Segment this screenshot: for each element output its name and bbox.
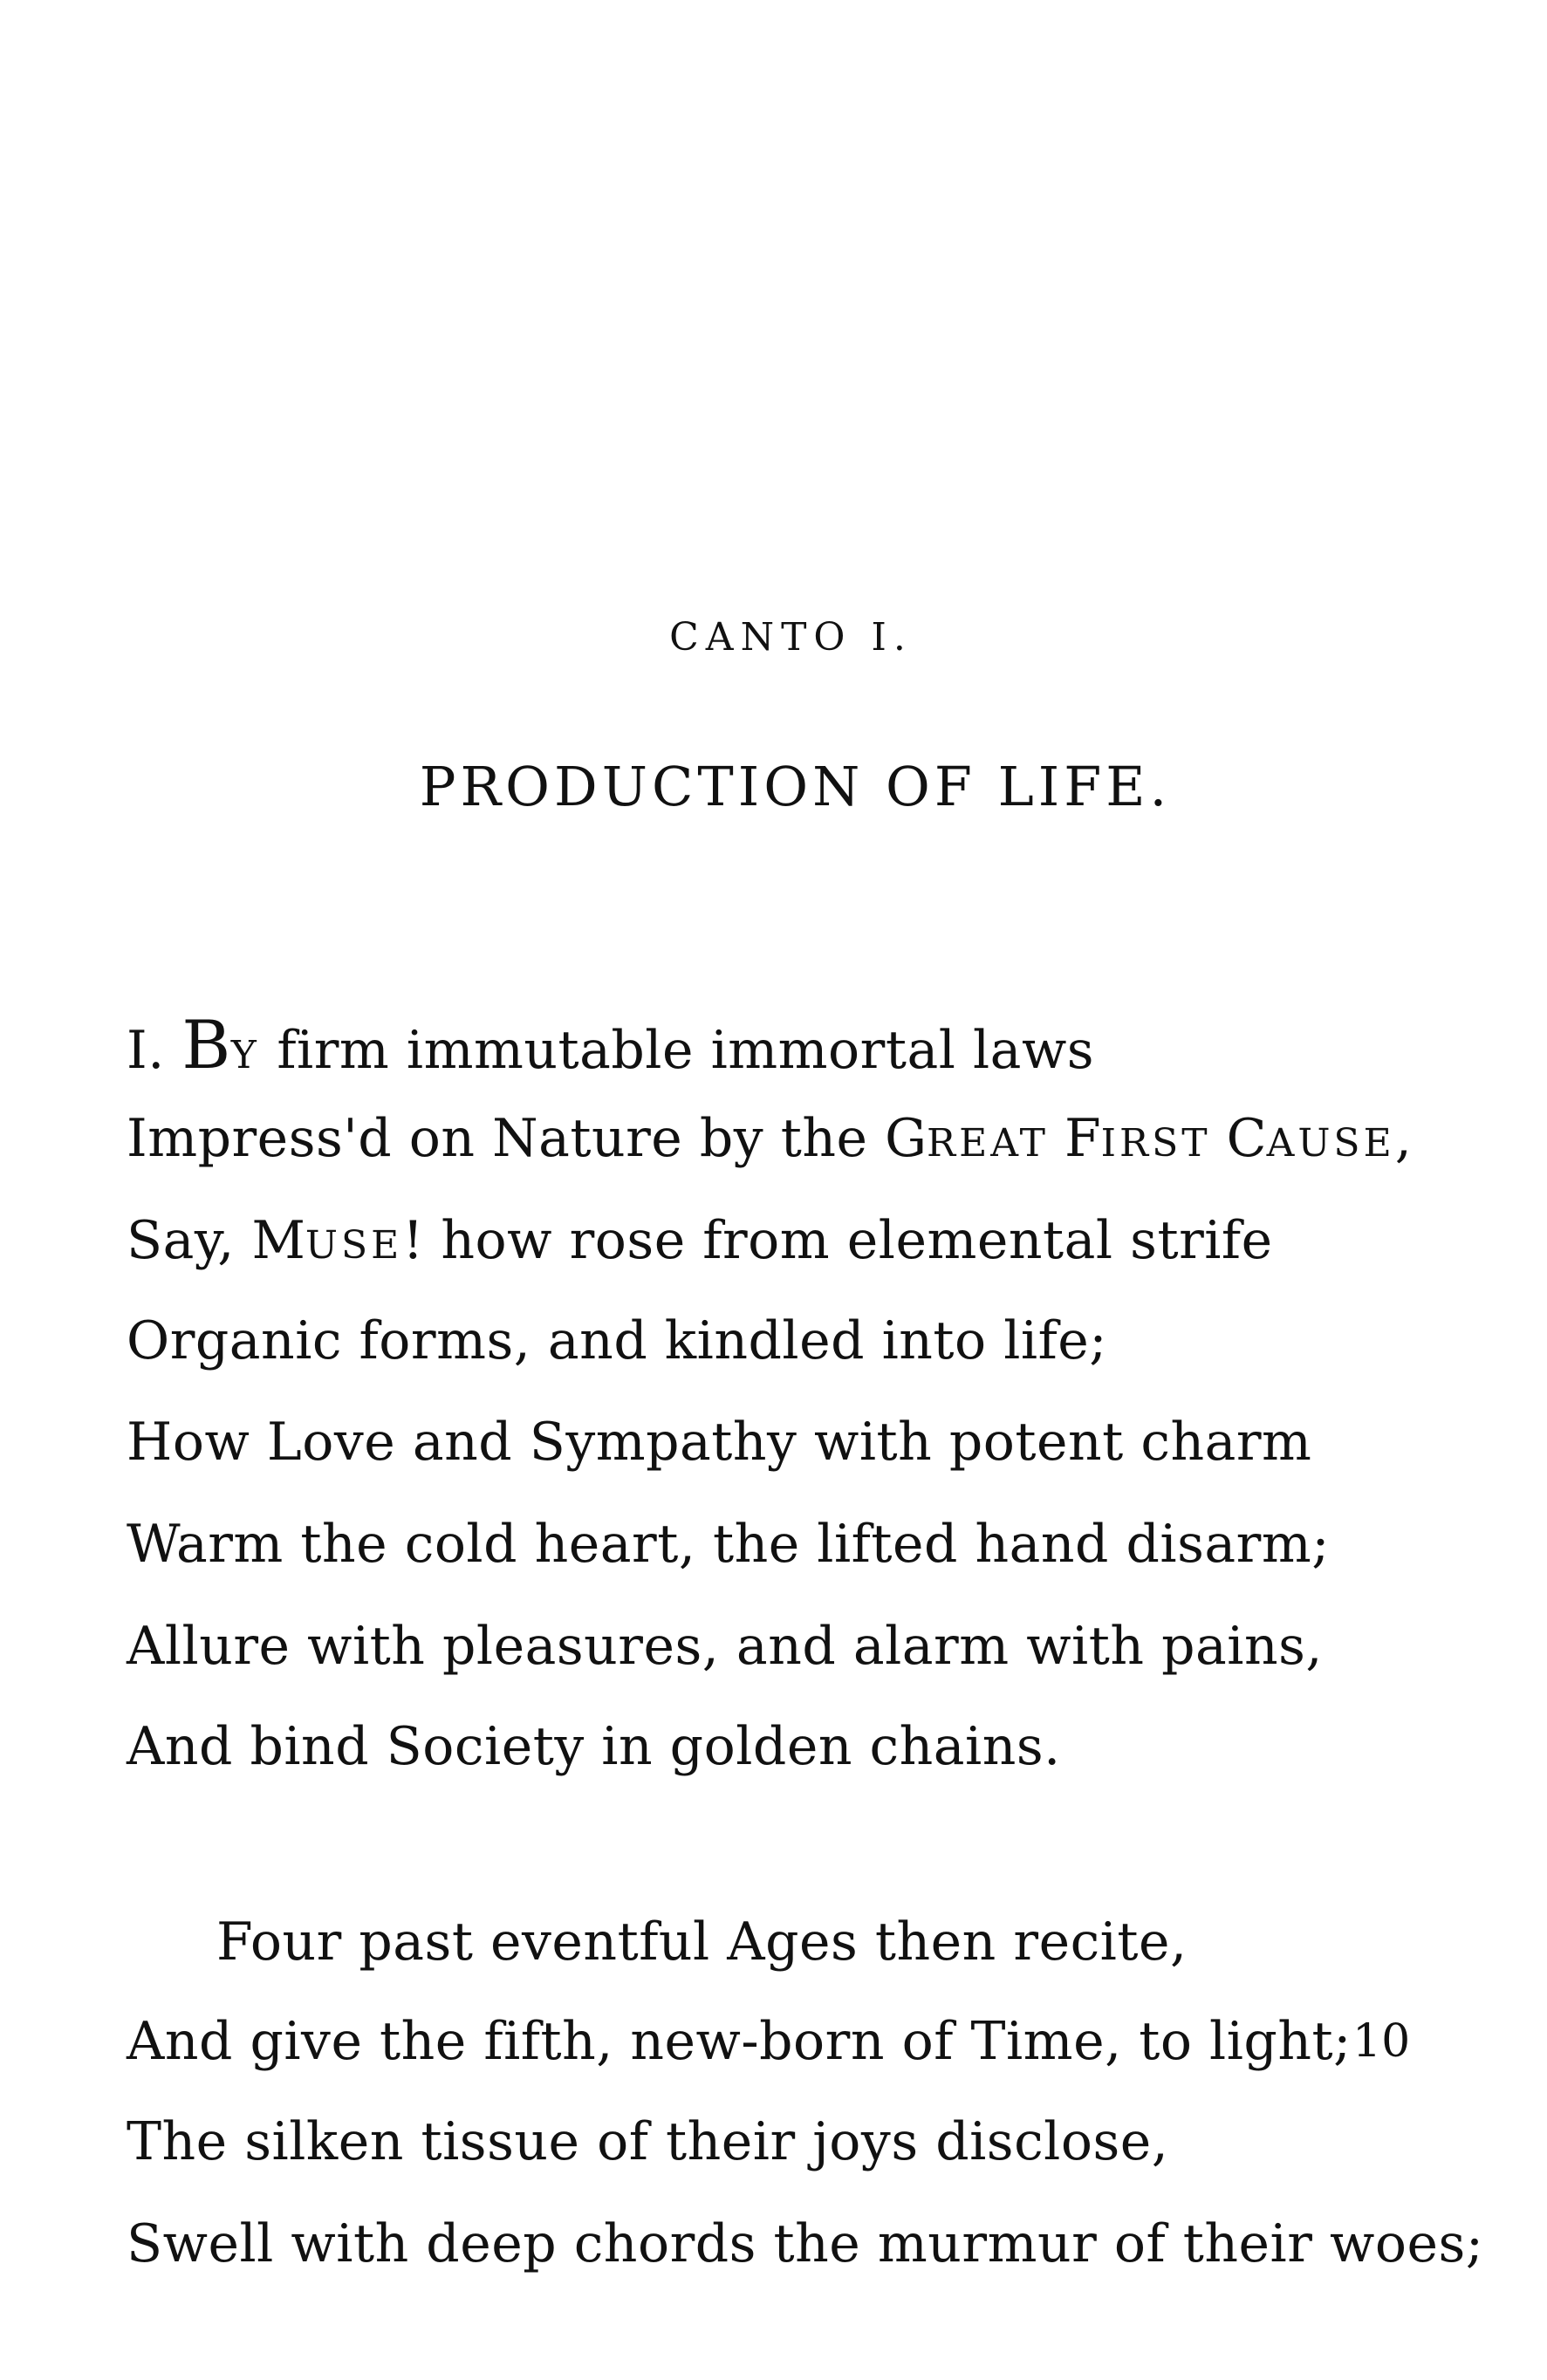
muse (251, 1210, 403, 1271)
small-caps-text: USE (305, 1223, 403, 1268)
verse-line-9: Four past eventful Ages then recite, (216, 1912, 1188, 1973)
cap-letter: G (885, 1108, 928, 1169)
verse-line-11: The silken tissue of their joys disclose, (127, 2111, 1169, 2172)
drop-initial: B (181, 1006, 231, 1084)
great-first-cause (885, 1108, 1395, 1169)
cap-letter: M (251, 1210, 305, 1271)
verse-text: , (1394, 1108, 1413, 1169)
cap-letter: C (1226, 1108, 1267, 1169)
verse-text: firm immutable immortal laws (259, 1020, 1095, 1081)
verse-line-3 (127, 1210, 1273, 1271)
stanza-number: I. (127, 1020, 165, 1081)
cap-letter: F (1064, 1108, 1101, 1169)
verse-line-7: Allure with pleasures, and alarm with pains, (127, 1616, 1323, 1677)
verse-line-8: And bind Society in golden chains. (127, 1716, 1061, 1777)
small-caps-text: REAT (927, 1121, 1049, 1166)
verse-text: ! how rose from elemental strife (402, 1210, 1273, 1271)
verse-line-4: Organic forms, and kindled into life; (127, 1310, 1108, 1371)
small-caps-text: Y (230, 1033, 260, 1077)
canto-heading: CANTO I. (669, 615, 913, 660)
small-caps-text: IRST (1100, 1121, 1211, 1166)
verse-line-10: And give the fifth, new-born of Time, to light; (127, 2011, 1352, 2072)
small-caps-text: AUSE (1266, 1121, 1395, 1166)
verse-line-1 (127, 1006, 1095, 1084)
verse-text: Say, (127, 1210, 252, 1271)
verse-line-2 (127, 1108, 1413, 1169)
line-number: 10 (1352, 2015, 1411, 2068)
section-title: PRODUCTION OF LIFE. (419, 755, 1172, 818)
verse-line-6: Warm the cold heart, the lifted hand disarm; (127, 1514, 1330, 1575)
verse-line-5: How Love and Sympathy with potent charm (127, 1412, 1312, 1473)
verse-text: Impress'd on Nature by the (127, 1108, 886, 1169)
verse-line-12: Swell with deep chords the murmur of their woes; (127, 2213, 1484, 2274)
